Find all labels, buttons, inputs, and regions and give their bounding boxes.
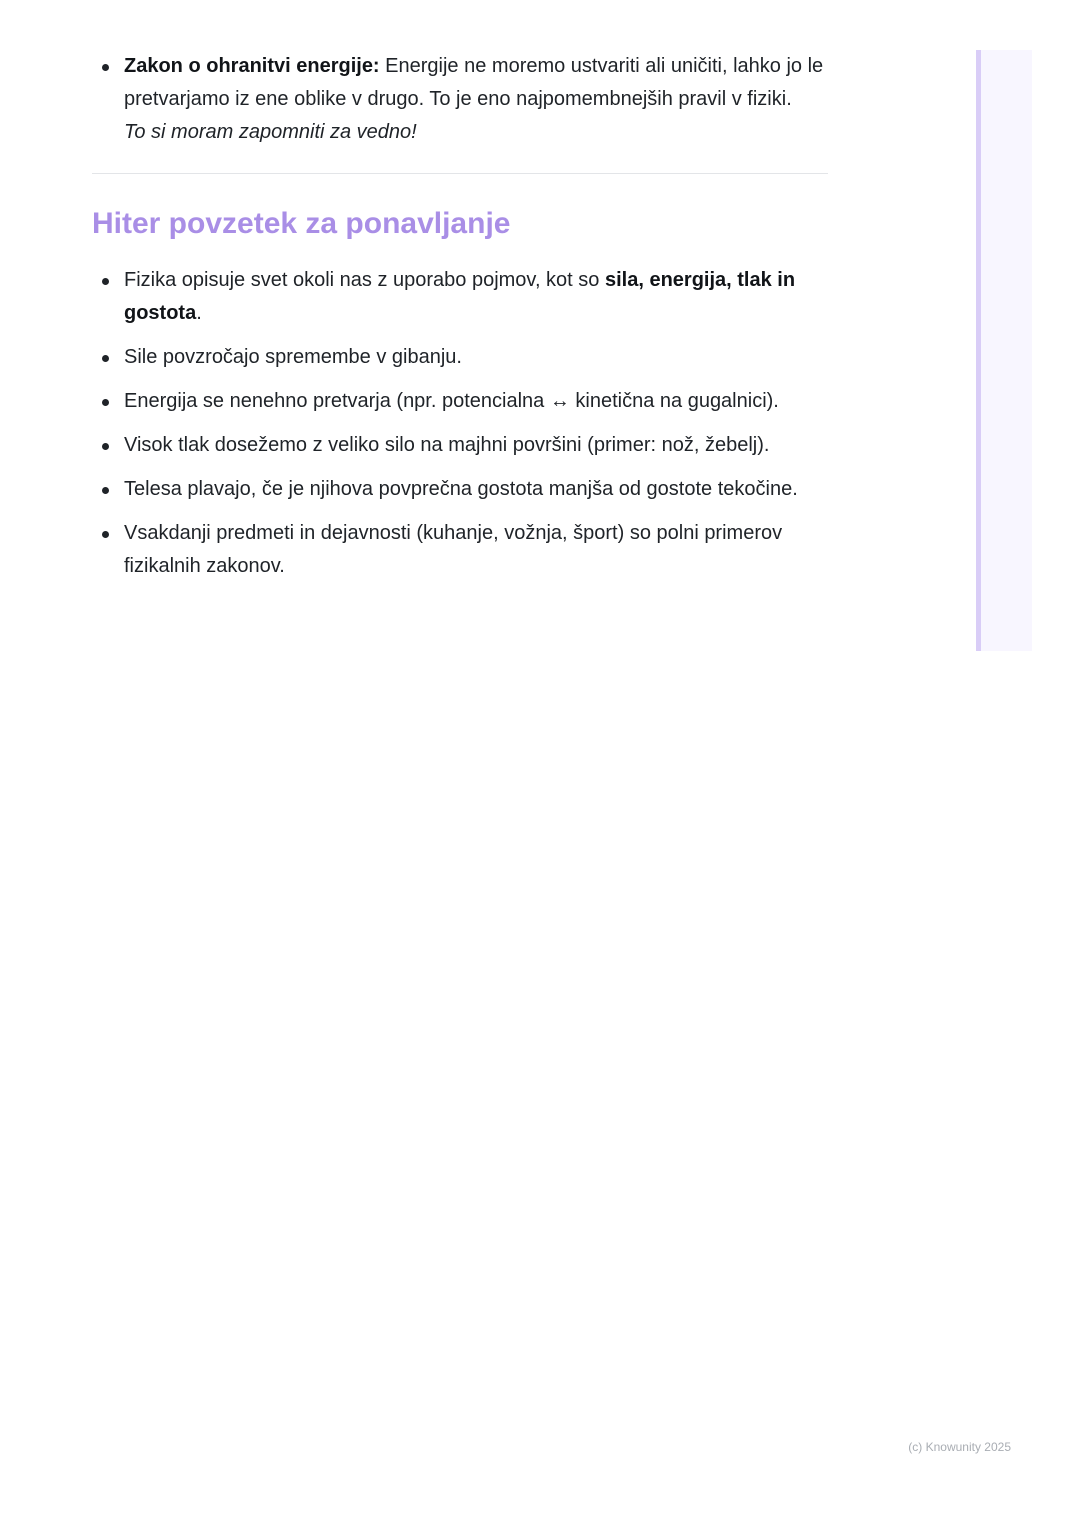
side-panel: [976, 50, 1032, 651]
list-item: [92, 50, 828, 149]
list-item: Vsakdanji predmeti in dejavnosti (kuhanje, vožnja, šport) so polni primerov fizikalnih zakonov.: [92, 517, 828, 583]
item-text: Fizika opisuje svet okoli nas z uporabo pojmov, kot so: [124, 269, 605, 291]
law-text: Energije ne moremo ustvariti ali uničiti, lahko jo le pretvarjamo iz ene oblike v drugo. To je eno najpomembnejših pravil v fiziki.: [124, 55, 824, 110]
list-item: Telesa plavajo, če je njihova povprečna gostota manjša od gostote tekočine.: [92, 473, 828, 506]
item-bold-text: sila, energija, tlak in gostota: [124, 269, 796, 324]
list-item: Visok tlak dosežemo z veliko silo na majhni površini (primer: nož, žebelj).: [92, 429, 828, 462]
list-item: [92, 264, 828, 330]
section-title: Hiter povzetek za ponavljanje: [92, 207, 511, 240]
law-note: To si moram zapomniti za vedno!: [124, 121, 417, 143]
list-item: Energija se nenehno pretvarja (npr. potencialna ↔ kinetična na gugalnici).: [92, 385, 828, 418]
item-text-end: .: [196, 302, 202, 324]
intro-list: [92, 50, 828, 149]
section-divider: [92, 173, 828, 174]
copyright-footer: (c) Knowunity 2025: [908, 1440, 1011, 1454]
summary-list: [92, 264, 828, 583]
law-term: Zakon o ohranitvi energije:: [124, 55, 380, 77]
list-item: Sile povzročajo spremembe v gibanju.: [92, 341, 828, 374]
document-content: [92, 50, 828, 594]
